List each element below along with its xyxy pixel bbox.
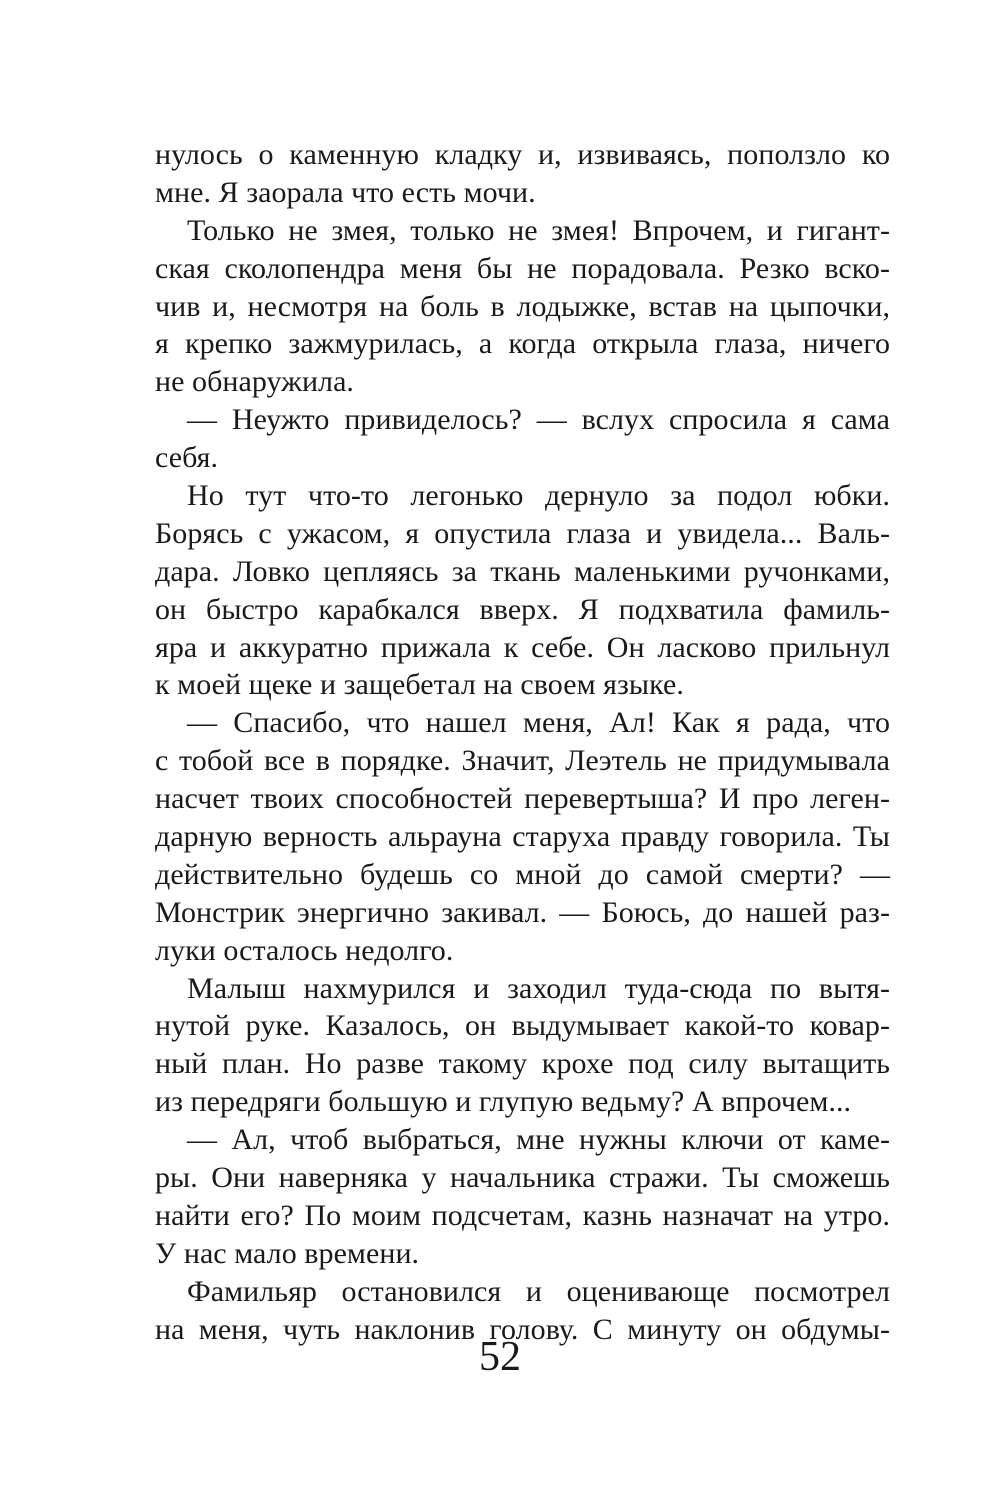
text-line: действительно будешь со мной до самой смерти? — xyxy=(155,857,890,891)
page-number: 52 xyxy=(479,1334,521,1380)
text-line: Борясь с ужасом, я опустила глаза и увидела... Валь- xyxy=(155,516,890,550)
text-line: Малыш нахмурился и заходил туда-сюда по вытя- xyxy=(187,971,890,1005)
text-line: чив и, несмотря на боль в лодыжке, встав на цыпочки, xyxy=(155,289,890,323)
text-line: найти его? По моим подсчетам, казнь назначат на утро. xyxy=(155,1198,890,1232)
text-line: я крепко зажмурилась, а когда открыла глаза, ничего xyxy=(155,327,890,361)
text-line: нутой руке. Казалось, он выдумывает какой-то ковар- xyxy=(155,1009,890,1043)
text-line: не обнаружила. xyxy=(155,365,354,399)
text-line: Монстрик энергично закивал. — Боюсь, до нашей раз- xyxy=(155,895,890,929)
text-line: дарную верность альрауна старуха правду говорила. Ты xyxy=(155,820,890,854)
text-line: У нас мало времени. xyxy=(155,1236,420,1270)
text-line: — Спасибо, что нашел меня, Ал! Как я рада, что xyxy=(187,706,890,740)
text-line: себя. xyxy=(155,441,219,475)
text-line: к моей щеке и защебетал на своем языке. xyxy=(155,668,684,702)
text-line: луки осталось недолго. xyxy=(155,933,454,967)
text-line: Но тут что-то легонько дернуло за подол юбки. xyxy=(187,479,890,513)
text-line: ный план. Но разве такому крохе под силу вытащить xyxy=(155,1047,890,1081)
text-line: он быстро карабкался вверх. Я подхватила фамиль- xyxy=(155,592,890,626)
body-text xyxy=(155,136,890,1349)
text-line: яра и аккуратно прижала к себе. Он ласково прильнул xyxy=(155,630,890,664)
text-line: Только не змея, только не змея! Впрочем, и гигант- xyxy=(187,213,890,247)
text-line: — Ал, чтоб выбраться, мне нужны ключи от каме- xyxy=(187,1123,890,1157)
text-line: нулось о каменную кладку и, извиваясь, поползло ко xyxy=(155,138,890,171)
text-line: из передряги большую и глупую ведьму? А впрочем... xyxy=(155,1085,852,1119)
text-line: дара. Ловко цепляясь за ткань маленькими ручонками, xyxy=(155,554,890,588)
text-line: Фамильяр остановился и оценивающе посмотрел xyxy=(187,1274,890,1308)
text-line: мне. Я заорала что есть мочи. xyxy=(155,175,536,209)
text-line: с тобой все в порядке. Значит, Леэтель не придумывала xyxy=(155,744,890,778)
text-line: насчет твоих способностей перевертыша? И про леген- xyxy=(155,782,890,816)
text-line: ры. Они наверняка у начальника стражи. Ты сможешь xyxy=(155,1161,890,1195)
text-line: на меня, чуть наклонив голову. С минуту он обдумы- xyxy=(155,1312,890,1346)
text-line: ская сколопендра меня бы не порадовала. Резко вско- xyxy=(155,251,890,285)
text-line: — Неужто привиделось? — вслух спросила я сама xyxy=(187,403,890,437)
